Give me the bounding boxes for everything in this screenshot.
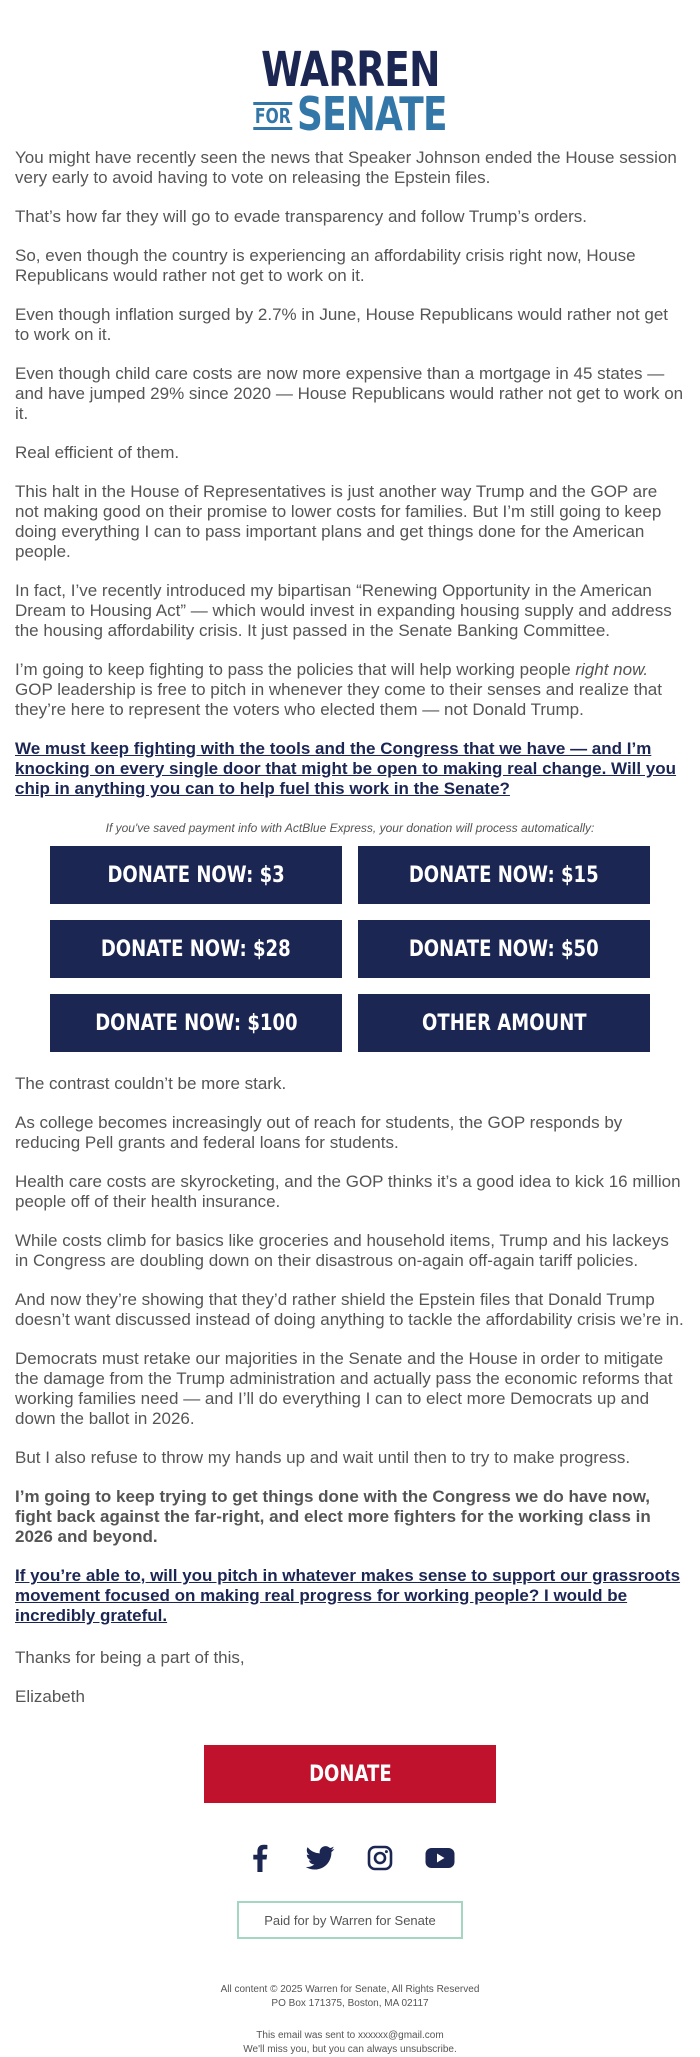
bold-paragraph: I’m going to keep trying to get things done with the Congress we do have now, fight back against the far-right, and elect more fighters for the working class in 2026 and beyond. [15, 1487, 651, 1546]
donate-15-button[interactable] [358, 846, 650, 904]
footer-address: PO Box 171375, Boston, MA 02117 [271, 1998, 429, 2009]
donate-button-label: DONATE NOW: $28 [101, 936, 291, 962]
closing-line: Thanks for being a part of this, [15, 1648, 245, 1667]
instagram-icon[interactable] [365, 1843, 395, 1873]
donate-button-grid [15, 846, 685, 1052]
donate-100-button[interactable] [50, 994, 342, 1052]
paragraph: Even though child care costs are now more expensive than a mortgage in 45 states — and have jumped 29% since 2020 — House Republicans would rather not get to work on it. [15, 364, 684, 423]
paragraph: While costs climb for basics like groceries and household items, Trump and his lackeys in Congress are doubling down on their disastrous on-again off-again tariff policies. [15, 1231, 669, 1270]
actblue-note: If you've saved payment info with ActBlue Express, your donation will process automatically: [105, 821, 595, 835]
paragraph: This halt in the House of Representatives is just another way Trump and the GOP are not making good on their promise to lower costs for families. But I’m still going to keep doing everything I can to pass important plans and get things done for the American people. [15, 482, 662, 561]
fight-paragraph [15, 660, 685, 720]
footer-sent-to: This email was sent to xxxxxx@gmail.com [256, 2030, 444, 2041]
paragraph: Health care costs are skyrocketing, and the GOP thinks it’s a good idea to kick 16 million people off of their health insurance. [15, 1172, 681, 1211]
logo-senate: SENATE [297, 87, 447, 141]
paragraph: As college becomes increasingly out of reach for students, the GOP responds by reducing Pell grants and federal loans for students. [15, 1113, 623, 1152]
warren-for-senate-logo[interactable] [15, 0, 685, 148]
donate-button-label: DONATE NOW: $3 [107, 862, 285, 888]
paragraph: But I also refuse to throw my hands up and wait until then to try to make progress. [15, 1448, 631, 1467]
paragraph: Real efficient of them. [15, 443, 180, 462]
facebook-icon[interactable] [245, 1843, 275, 1873]
footer-legal [15, 1983, 685, 2011]
paragraph: Democrats must retake our majorities in the Senate and the House in order to mitigate the damage from the Trump administration and actually pass the economic reforms that working families need — and I’ll do everything I can to elect more Democrats up and down the ballot in 2026. [15, 1349, 673, 1428]
logo-warren: WARREN [260, 42, 440, 98]
donate-button-label: DONATE NOW: $15 [409, 862, 599, 888]
fight-text-after: GOP leadership is free to pitch in whenever they come to their senses and realize that they’re here to represent the voters who elected them — not Donald Trump. [15, 680, 662, 719]
paragraph: You might have recently seen the news that Speaker Johnson ended the House session very early to avoid having to vote on releasing the Epstein files. [15, 148, 677, 187]
paragraph: Even though inflation surged by 2.7% in June, House Republicans would rather not get to work on it. [15, 305, 669, 344]
logo-line2 [253, 87, 447, 141]
donate-button-label: DONATE NOW: $50 [409, 936, 599, 962]
donate-3-button[interactable] [50, 846, 342, 904]
donate-button-label: OTHER AMOUNT [421, 1010, 587, 1036]
logo-for: FOR [254, 104, 291, 128]
fight-text-before: I’m going to keep fighting to pass the policies that will help working people [15, 660, 576, 679]
donate-button-label: DONATE [308, 1761, 392, 1787]
twitter-icon[interactable] [305, 1843, 335, 1873]
cta-link-chip-in[interactable]: We must keep fighting with the tools and the Congress that we have — and I’m knocking on every single door that might be open to making real change. Will you chip in anything you can to help fuel this work in the Senate? [15, 739, 677, 798]
donate-50-button[interactable] [358, 920, 650, 978]
footer-subscription [15, 2029, 685, 2057]
unsubscribe-link[interactable]: We'll miss you, but you can always unsubscribe. [243, 2044, 457, 2055]
donate-button[interactable] [204, 1745, 496, 1803]
social-links [15, 1843, 685, 1873]
fight-text-emphasis: right now. [575, 660, 649, 679]
donate-button-label: DONATE NOW: $100 [94, 1010, 298, 1036]
donate-other-amount-button[interactable] [358, 994, 650, 1052]
signature: Elizabeth [15, 1687, 85, 1706]
cta-link-pitch-in[interactable]: If you’re able to, will you pitch in whatever makes sense to support our grassroots movement focused on making real progress for working people? I would be incredibly grateful. [15, 1566, 681, 1625]
paragraph: The contrast couldn’t be more stark. [15, 1074, 287, 1093]
paragraph: And now they’re showing that they’d rather shield the Epstein files that Donald Trump doesn’t want discussed instead of doing anything to tackle the affordability crisis we’re in. [15, 1290, 684, 1329]
paid-for-box: Paid for by Warren for Senate [237, 1901, 463, 1939]
donate-28-button[interactable] [50, 920, 342, 978]
paragraph: So, even though the country is experiencing an affordability crisis right now, House Republicans would rather not get to work on it. [15, 246, 636, 285]
paragraph: In fact, I’ve recently introduced my bipartisan “Renewing Opportunity in the American Dream to Housing Act” — which would invest in expanding housing supply and address the housing affordability crisis. It just passed in the Senate Banking Committee. [15, 581, 672, 640]
youtube-icon[interactable] [425, 1843, 455, 1873]
footer-copyright: All content © 2025 Warren for Senate, All Rights Reserved [220, 1984, 480, 1995]
paragraph: That’s how far they will go to evade transparency and follow Trump’s orders. [15, 207, 587, 226]
